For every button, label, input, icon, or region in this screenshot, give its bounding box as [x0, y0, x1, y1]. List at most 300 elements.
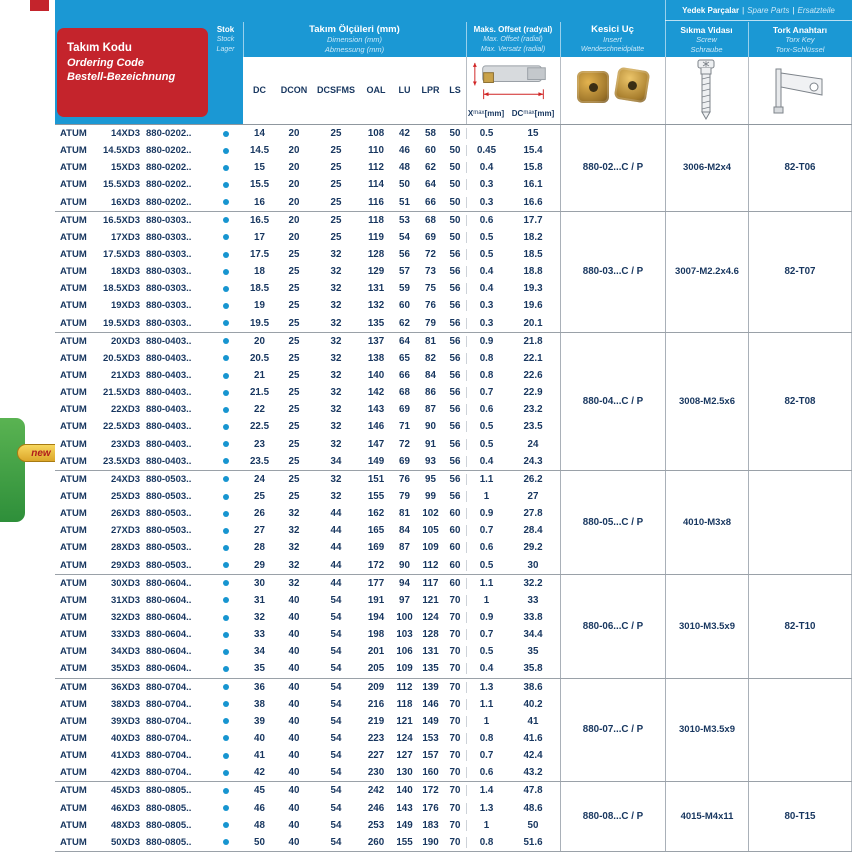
value-cell: 26.2 — [523, 473, 543, 485]
stock-dot-icon — [223, 580, 229, 586]
stock-dot-icon — [223, 217, 229, 223]
value-cell: 16.6 — [523, 196, 543, 208]
table-row — [55, 799, 560, 816]
value-cell: 253 — [367, 819, 385, 831]
value-cell: 172 — [367, 559, 385, 571]
value-cell: 76 — [399, 473, 410, 485]
value-cell: 0.5 — [466, 646, 506, 657]
value-cell: 20 — [288, 128, 300, 140]
stock-header — [208, 22, 243, 57]
value-cell: 22.5 — [249, 421, 270, 433]
value-cell: 69 — [425, 231, 436, 243]
value-cell: 31 — [254, 594, 265, 606]
table-row — [55, 159, 560, 176]
tool-code-part: ATUM — [60, 785, 87, 797]
stock-cell — [208, 441, 243, 447]
tool-code-part: 18XD3 — [110, 266, 140, 278]
value-cell: 56 — [449, 352, 461, 364]
tool-code-cell — [55, 266, 208, 277]
value-cell: 60 — [449, 577, 461, 589]
value-cell: 25 — [288, 300, 300, 312]
value-cell: 56 — [449, 438, 461, 450]
value-cell: 48.6 — [523, 802, 543, 814]
value-cell: 0.4 — [466, 283, 506, 294]
value-cell: 60 — [449, 542, 461, 554]
value-cell: 40 — [288, 612, 300, 623]
tool-code-part: 880-0503.. — [146, 473, 192, 485]
stock-dot-icon — [223, 131, 229, 137]
table-row — [55, 696, 560, 713]
tool-code-part: 33XD3 — [110, 629, 140, 641]
stock-dot-icon — [223, 234, 229, 240]
table-row — [55, 471, 560, 488]
value-cell: 35.8 — [523, 663, 543, 675]
new-badge: new — [17, 444, 65, 462]
tool-code-part: 25XD3 — [110, 491, 140, 503]
screw-spec-cell: 3007-M2.2x4.6 — [665, 212, 748, 332]
tool-code-part: 16.5XD3 — [103, 214, 140, 226]
value-cell: 20 — [254, 335, 265, 347]
value-cell: 40 — [288, 646, 300, 658]
tool-code-cell — [55, 612, 208, 623]
product-group — [55, 211, 852, 332]
product-group — [55, 574, 852, 678]
tool-code-part: ATUM — [60, 455, 87, 467]
value-cell: 40 — [288, 629, 300, 641]
product-group — [55, 125, 852, 211]
table-row — [55, 263, 560, 280]
dimensions-label-de: Abmessung (mm) — [324, 44, 385, 54]
tool-code-part: ATUM — [60, 231, 87, 243]
value-cell: 25 — [254, 491, 265, 503]
value-cell: 100 — [396, 612, 413, 623]
table-row — [55, 212, 560, 229]
value-cell: 15 — [254, 162, 265, 174]
spare-parts-label-de: Ersatzteile — [797, 5, 835, 15]
tool-code-part: 880-0303.. — [146, 249, 192, 261]
value-cell: 109 — [422, 542, 439, 554]
tool-code-part: 880-0604.. — [146, 577, 192, 589]
tool-code-part: 880-0403.. — [146, 438, 192, 450]
product-group — [55, 332, 852, 470]
table-row — [55, 505, 560, 522]
value-cell: 35 — [254, 663, 265, 675]
value-cell: 29.2 — [523, 542, 543, 554]
value-cell: 242 — [367, 785, 385, 797]
value-cell: 30 — [527, 559, 539, 571]
value-cell: 45 — [254, 785, 265, 797]
value-cell: 54 — [330, 767, 342, 779]
tool-code-cell — [55, 682, 208, 693]
tool-code-cell — [55, 803, 208, 814]
stock-dot-icon — [223, 165, 229, 171]
insert-code-cell: 880-08...C / P — [560, 782, 665, 851]
value-cell: 0.8 — [466, 733, 506, 744]
value-cell: 155 — [396, 836, 413, 848]
table-row — [55, 194, 560, 211]
tool-code-part: 880-0403.. — [146, 352, 192, 364]
value-cell: 84 — [425, 370, 436, 382]
value-cell: 32 — [330, 352, 342, 364]
value-cell: 40 — [288, 836, 300, 848]
value-cell: 35 — [527, 646, 539, 658]
product-table — [55, 0, 852, 852]
table-row — [55, 834, 560, 851]
stock-cell — [208, 390, 243, 396]
insert-label-en: Insert — [603, 34, 622, 44]
divider — [466, 22, 467, 57]
stock-dot-icon — [223, 494, 229, 500]
tool-code-cell — [55, 629, 208, 640]
tool-code-part: 42XD3 — [110, 767, 140, 779]
value-cell: 70 — [449, 785, 461, 797]
table-row — [55, 315, 560, 332]
stock-dot-icon — [223, 511, 229, 517]
torx-key-cell: 80-T15 — [748, 782, 852, 851]
value-cell: 0.6 — [466, 215, 506, 226]
value-cell: 30 — [254, 577, 265, 589]
stock-cell — [208, 355, 243, 361]
value-cell: 0.7 — [466, 525, 506, 536]
tool-code-part: 880-0503.. — [146, 542, 192, 554]
value-cell: 0.8 — [466, 370, 506, 381]
tool-code-part: 46XD3 — [110, 802, 140, 814]
screw-spec-cell: 3008-M2.5x6 — [665, 333, 748, 470]
tool-code-part: 880-0403.. — [146, 421, 192, 433]
stock-dot-icon — [223, 666, 229, 672]
value-cell: 56 — [449, 283, 461, 295]
value-cell: 20 — [288, 214, 300, 226]
tool-code-part: 880-0303.. — [146, 300, 192, 312]
tool-code-part: 41XD3 — [110, 750, 140, 762]
tool-code-cell — [55, 145, 208, 156]
value-cell: 56 — [449, 317, 461, 329]
stock-dot-icon — [223, 649, 229, 655]
value-cell: 260 — [367, 836, 385, 848]
stock-cell — [208, 805, 243, 811]
tool-code-cell — [55, 370, 208, 381]
table-row — [55, 436, 560, 453]
table-row — [55, 142, 560, 159]
torx-key-cell — [748, 679, 852, 782]
value-cell: 32 — [330, 491, 342, 503]
group-rows — [55, 125, 560, 211]
value-cell: 16.1 — [523, 179, 543, 191]
tool-code-part: 880-0805.. — [146, 785, 192, 797]
tool-code-part: 880-0604.. — [146, 646, 192, 658]
value-cell: 1.1 — [466, 578, 506, 589]
value-cell: 70 — [449, 698, 461, 710]
tool-code-part: ATUM — [60, 335, 87, 347]
value-cell: 79 — [425, 317, 436, 329]
stock-cell — [208, 580, 243, 586]
value-cell: 25 — [288, 283, 300, 295]
tool-code-part: 880-0503.. — [146, 525, 192, 537]
value-cell: 0.6 — [466, 404, 506, 415]
tool-code-part: 880-0704.. — [146, 732, 192, 744]
table-row — [55, 488, 560, 505]
tool-code-cell — [55, 404, 208, 415]
value-cell: 50 — [449, 145, 461, 157]
value-cell: 66 — [399, 370, 410, 382]
tool-code-part: ATUM — [60, 352, 87, 364]
value-cell: 60 — [449, 508, 461, 520]
value-cell: 93 — [425, 455, 436, 467]
value-cell: 1.1 — [466, 699, 506, 710]
tool-code-part: ATUM — [60, 473, 87, 485]
column-header-dc: DC — [253, 85, 266, 95]
tool-code-part: 880-0303.. — [146, 266, 192, 278]
tool-code-cell — [55, 318, 208, 329]
new-product-green-tab — [0, 418, 25, 522]
value-cell: 56 — [449, 249, 461, 261]
value-cell: 130 — [396, 767, 413, 779]
stock-cell — [208, 562, 243, 568]
insert-code-cell: 880-06...C / P — [560, 575, 665, 678]
divider — [665, 0, 666, 57]
insert-code-cell: 880-04...C / P — [560, 333, 665, 470]
separator: | — [792, 5, 795, 15]
value-cell: 42.4 — [523, 750, 543, 762]
tool-code-part: 39XD3 — [110, 715, 140, 727]
table-row — [55, 643, 560, 660]
table-row — [55, 297, 560, 314]
stock-label-tr: Stok — [216, 24, 235, 34]
tool-code-cell — [55, 820, 208, 831]
group-rows — [55, 212, 560, 332]
value-cell: 110 — [368, 145, 384, 157]
stock-dot-icon — [223, 805, 229, 811]
table-row — [55, 782, 560, 799]
value-cell: 54 — [330, 594, 342, 606]
stock-dot-icon — [223, 701, 229, 707]
value-cell: 25 — [288, 317, 300, 329]
tool-code-part: 880-0704.. — [146, 681, 192, 693]
tool-code-cell — [55, 560, 208, 571]
value-cell: 70 — [449, 663, 461, 675]
stock-label-en: Stock — [216, 35, 235, 43]
value-cell: 70 — [449, 612, 461, 623]
tool-code-part: ATUM — [60, 819, 87, 831]
tool-code-cell — [55, 232, 208, 243]
value-cell: 69 — [399, 404, 410, 416]
tool-code-cell — [55, 595, 208, 606]
tool-code-part: 880-0503.. — [146, 508, 192, 520]
value-cell: 16 — [254, 196, 265, 208]
tool-code-part: ATUM — [60, 249, 87, 261]
value-cell: 121 — [396, 715, 413, 727]
value-cell: 22.9 — [523, 387, 543, 399]
stock-cell — [208, 822, 243, 828]
value-cell: 54 — [330, 646, 342, 658]
value-cell: 32 — [288, 525, 300, 537]
insert-code-cell: 880-05...C / P — [560, 471, 665, 574]
value-cell: 70 — [449, 732, 461, 744]
table-row — [55, 522, 560, 539]
value-cell: 36 — [254, 681, 265, 693]
table-row — [55, 280, 560, 297]
stock-dot-icon — [223, 182, 229, 188]
dimensions-header — [243, 22, 466, 57]
value-cell: 97 — [399, 594, 410, 606]
value-cell: 25 — [288, 421, 300, 433]
table-row — [55, 453, 560, 470]
value-cell: 40 — [288, 785, 300, 797]
spare-parts-label-tr: Yedek Parçalar — [682, 5, 740, 15]
value-cell: 32.2 — [523, 577, 543, 589]
value-cell: 219 — [367, 715, 385, 727]
tool-code-cell — [55, 508, 208, 519]
value-cell: 18.5 — [523, 249, 543, 261]
value-cell: 18 — [254, 266, 265, 278]
table-row — [55, 539, 560, 556]
tool-code-part: 36XD3 — [110, 681, 140, 693]
tool-code-part: ATUM — [60, 196, 87, 208]
value-cell: 56 — [449, 473, 461, 485]
stock-cell — [208, 234, 243, 240]
value-cell: 121 — [422, 594, 439, 606]
value-cell: 19 — [254, 300, 265, 312]
value-cell: 26 — [254, 508, 265, 520]
tool-code-part: ATUM — [60, 663, 87, 675]
tool-code-part: ATUM — [60, 266, 87, 278]
value-cell: 70 — [449, 802, 461, 814]
value-cell: 32 — [330, 370, 342, 382]
value-cell: 15.8 — [523, 162, 543, 174]
table-row — [55, 575, 560, 592]
value-cell: 25 — [288, 387, 300, 399]
value-cell: 64 — [425, 179, 436, 191]
value-cell: 0.8 — [466, 353, 506, 364]
value-cell: 40.2 — [523, 698, 543, 710]
value-cell: 56 — [449, 370, 461, 382]
tool-code-part: 50XD3 — [110, 836, 140, 848]
tool-code-part: 20.5XD3 — [103, 352, 140, 364]
tool-code-part: ATUM — [60, 802, 87, 814]
value-cell: 69 — [399, 455, 410, 467]
insert-photo-icon — [614, 67, 651, 104]
value-cell: 0.5 — [466, 249, 506, 260]
value-cell: 25 — [330, 145, 342, 157]
stock-cell — [208, 217, 243, 223]
tool-code-part: 880-0403.. — [146, 370, 192, 382]
value-cell: 54 — [330, 785, 342, 797]
value-cell: 25 — [330, 196, 342, 208]
value-cell: 44 — [330, 559, 342, 571]
tool-code-part: 20XD3 — [110, 335, 140, 347]
table-row — [55, 418, 560, 435]
value-cell: 32 — [288, 508, 300, 520]
stock-dot-icon — [223, 562, 229, 568]
table-row — [55, 626, 560, 643]
value-cell: 50 — [449, 128, 461, 140]
stock-cell — [208, 597, 243, 603]
value-cell: 201 — [367, 646, 385, 658]
value-cell: 21.5 — [249, 387, 270, 399]
value-cell: 79 — [399, 491, 410, 503]
value-cell: 60 — [399, 300, 410, 312]
value-cell: 25 — [288, 455, 300, 467]
product-group — [55, 678, 852, 782]
value-cell: 160 — [422, 767, 439, 779]
value-cell: 50 — [449, 214, 461, 226]
value-cell: 44 — [330, 508, 342, 520]
value-cell: 54 — [330, 681, 342, 693]
screw-spec-cell: 3006-M2x4 — [665, 125, 748, 211]
value-cell: 0.3 — [466, 197, 506, 208]
value-cell: 102 — [422, 508, 439, 520]
stock-dot-icon — [223, 269, 229, 275]
tool-code-part: 880-0604.. — [146, 663, 192, 675]
value-cell: 0.5 — [466, 128, 506, 139]
tool-code-part: 21.5XD3 — [103, 387, 140, 399]
value-cell: 48 — [399, 162, 410, 174]
value-cell: 138 — [367, 352, 385, 364]
value-cell: 135 — [367, 317, 385, 329]
value-cell: 112 — [368, 162, 384, 174]
table-row — [55, 660, 560, 677]
value-cell: 40 — [288, 767, 300, 779]
value-cell: 70 — [449, 629, 461, 641]
dimensions-label-en: Dimension (mm) — [326, 34, 382, 44]
value-cell: 172 — [422, 785, 439, 797]
value-cell: 46 — [399, 145, 410, 157]
value-cell: 183 — [422, 819, 439, 831]
value-cell: 70 — [449, 767, 461, 779]
value-cell: 66 — [425, 196, 436, 208]
stock-dot-icon — [223, 303, 229, 309]
value-cell: 86 — [425, 387, 436, 399]
stock-cell — [208, 615, 243, 621]
tool-code-part: 30XD3 — [110, 577, 140, 589]
value-cell: 20 — [288, 179, 300, 191]
stock-dot-icon — [223, 788, 229, 794]
screw-header — [665, 22, 748, 57]
tool-code-part: ATUM — [60, 387, 87, 399]
tool-code-part: 31XD3 — [110, 594, 140, 606]
value-cell: 1 — [466, 491, 506, 502]
divider — [748, 22, 749, 57]
value-cell: 50 — [449, 196, 461, 208]
value-cell: 70 — [449, 646, 461, 658]
tool-offset-diagram — [466, 59, 560, 104]
table-row — [55, 679, 560, 696]
screw-label-en: Screw — [696, 34, 717, 44]
value-cell: 70 — [449, 836, 461, 848]
tool-code-cell — [55, 474, 208, 485]
value-cell: 25 — [288, 370, 300, 382]
group-rows — [55, 575, 560, 678]
stock-dot-icon — [223, 390, 229, 396]
value-cell: 24 — [527, 438, 539, 450]
tool-code-part: 880-0805.. — [146, 802, 192, 814]
value-cell: 0.45 — [466, 145, 506, 156]
value-cell: 56 — [449, 491, 461, 503]
value-cell: 54 — [330, 663, 342, 675]
value-cell: 84 — [399, 525, 410, 537]
value-cell: 1 — [466, 595, 506, 606]
table-row — [55, 764, 560, 781]
table-row — [55, 557, 560, 574]
tool-code-part: 23XD3 — [110, 438, 140, 450]
value-cell: 216 — [367, 698, 385, 710]
value-cell: 25 — [330, 231, 342, 243]
value-cell: 205 — [367, 663, 385, 675]
tool-code-cell — [55, 197, 208, 208]
value-cell: 142 — [367, 387, 385, 399]
stock-dot-icon — [223, 407, 229, 413]
stock-cell — [208, 718, 243, 724]
